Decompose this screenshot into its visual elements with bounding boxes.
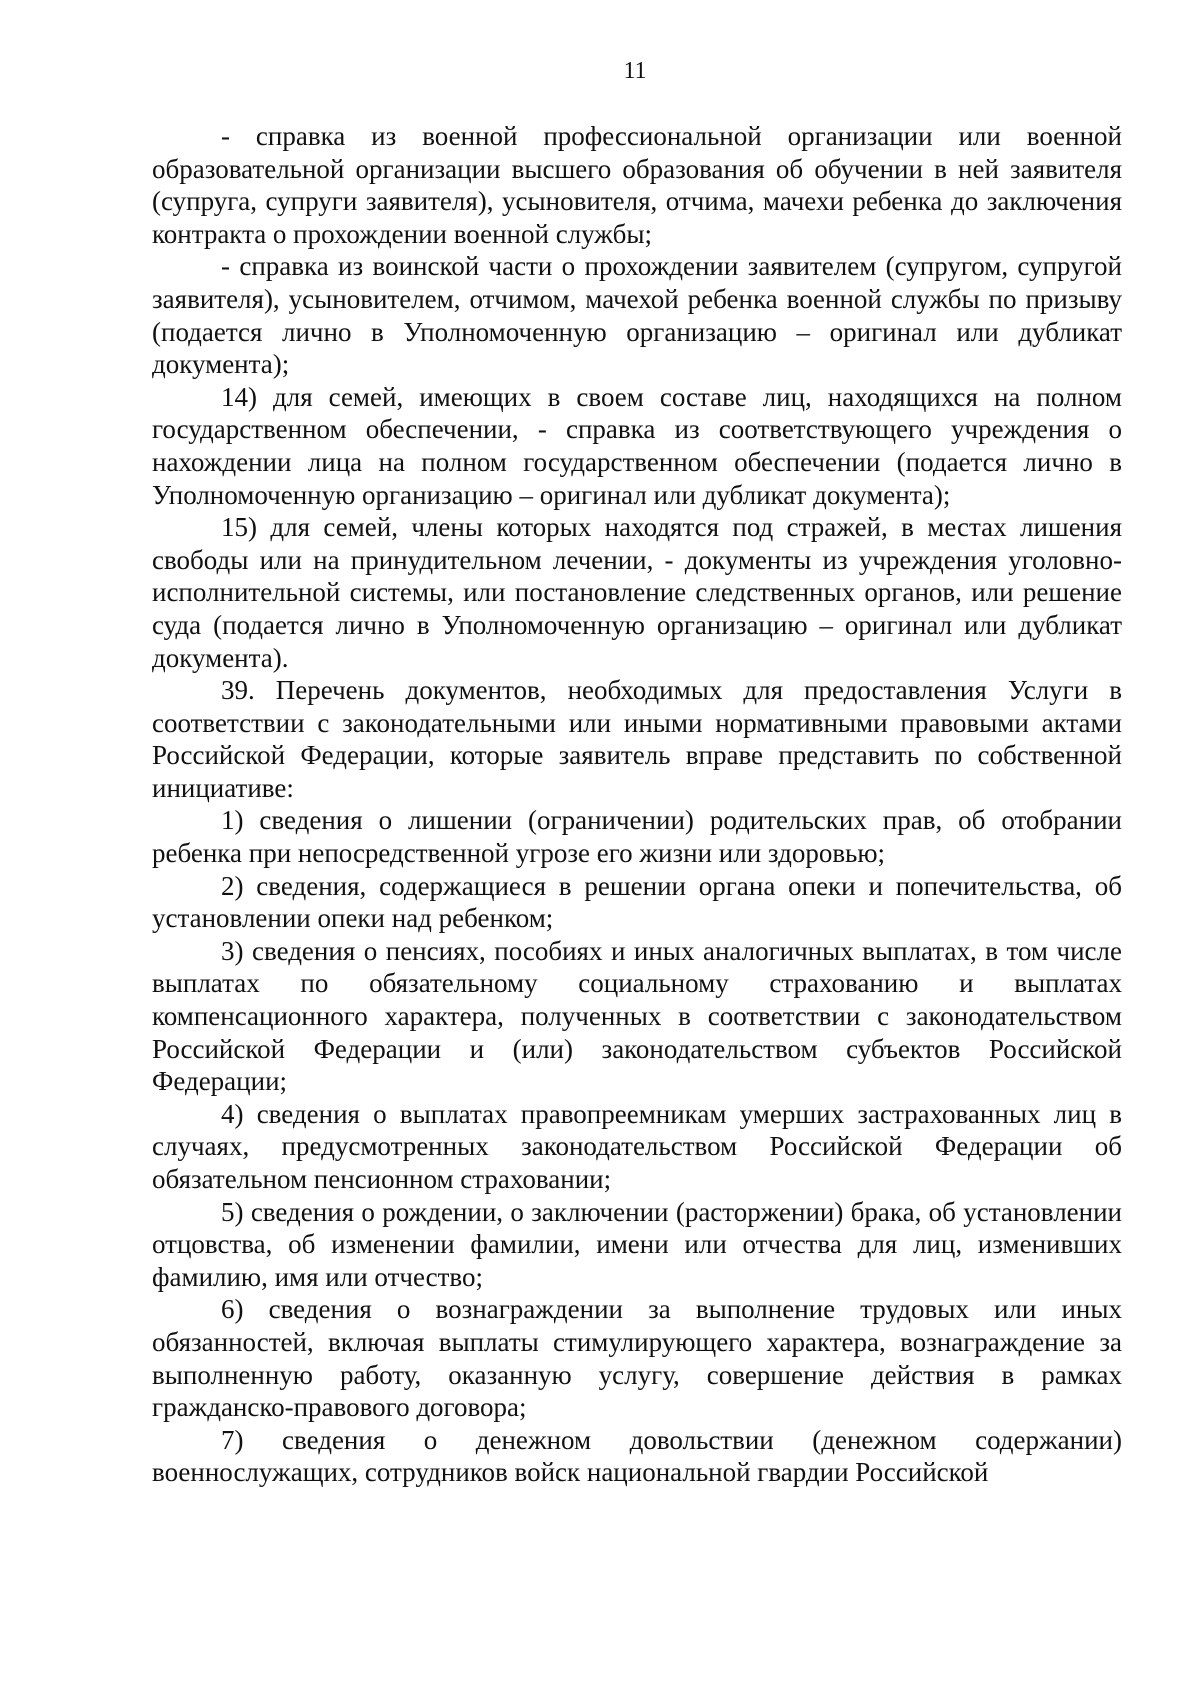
list-item-4: 4) сведения о выплатах правопреемникам умерших застрахованных лиц в случаях, предусмотренных законодательством Российской Федерации об обязательном пенсионном страховании; xyxy=(152,1098,1122,1194)
page-number: 11 xyxy=(623,58,647,84)
paragraph-item-14: 14) для семей, имеющих в своем составе лиц, находящихся на полном государственном обеспечении, - справка из соответствующего учреждения о нахождении лица на полном государственном обеспечении (подается лично в Уполномоченную организацию – оригинал или дубликат документа); xyxy=(152,381,1122,510)
paragraph-item-15: 15) для семей, члены которых находятся под стражей, в местах лишения свободы или на принудительном лечении, - документы из учреждения уголовно-исполнительной системы, или постановление следственных органов, или решение суда (подается лично в Уполномоченную организацию – оригинал или дубликат документа). xyxy=(152,512,1122,673)
list-item-5: 5) сведения о рождении, о заключении (расторжении) брака, об установлении отцовства, об изменении фамилии, имени или отчества для лиц, изменивших фамилию, имя или отчество; xyxy=(152,1196,1122,1292)
paragraph-military-school-certificate: - справка из военной профессиональной организации или военной образовательной организации высшего образования об обучении в ней заявителя (супруга, супруги заявителя), усыновителя, отчима, мачехи ребенка до заключения контракта о прохождении военной службы; xyxy=(152,121,1122,249)
paragraph-section-39: 39. Перечень документов, необходимых для предоставления Услуги в соответствии с законодательными или иными нормативными правовыми актами Российской Федерации, которые заявитель вправе представить по собственной инициативе: xyxy=(152,675,1122,803)
list-item-2: 2) сведения, содержащиеся в решении органа опеки и попечительства, об установлении опеки над ребенком; xyxy=(152,870,1122,934)
paragraph-military-unit-certificate: - справка из воинской части о прохождении заявителем (супругом, супругой заявителя), усыновителем, отчимом, мачехой ребенка военной службы по призыву (подается лично в Уполномоченную организацию – оригинал или дубликат документа); xyxy=(152,251,1122,380)
list-item-3: 3) сведения о пенсиях, пособиях и иных аналогичных выплатах, в том числе выплатах по обязательному социальному страхованию и выплатах компенсационного характера, полученных в соответствии с законодательством Российской Федерации и (или) законодательством субъектов Российской Федерации; xyxy=(152,935,1122,1097)
list-item-1: 1) сведения о лишении (ограничении) родительских прав, об отобрании ребенка при непосредственной угрозе его жизни или здоровью; xyxy=(152,805,1122,869)
list-item-6: 6) сведения о вознаграждении за выполнение трудовых или иных обязанностей, включая выплаты стимулирующего характера, вознаграждение за выполненную работу, оказанную услугу, совершение действия в рамках гражданско-правового договора; xyxy=(152,1294,1122,1423)
document-body xyxy=(152,120,1122,1489)
list-item-7: 7) сведения о денежном довольствии (денежном содержании) военнослужащих, сотрудников войск национальной гвардии Российской xyxy=(152,1424,1122,1488)
